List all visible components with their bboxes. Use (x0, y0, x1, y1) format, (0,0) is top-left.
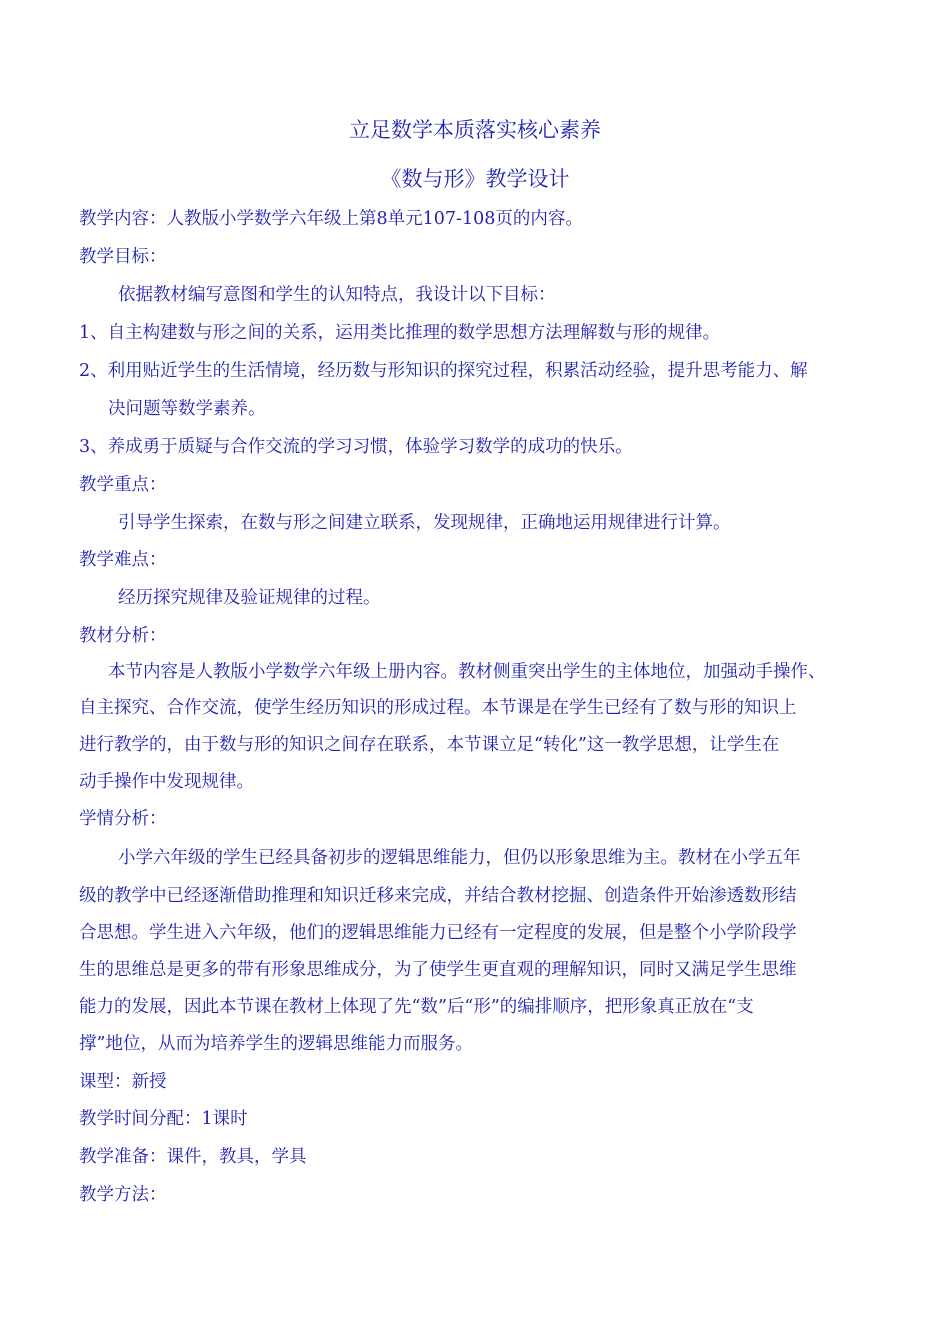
section-heading-teaching-methods: 教学方法： (79, 1185, 167, 1205)
objectives-intro: 依据教材编写意图和学生的认知特点，我设计以下目标： (118, 285, 556, 305)
section-heading-objectives: 教学目标： (79, 247, 167, 267)
section-heading-key-points: 教学重点： (79, 475, 167, 495)
student-analysis-line-2: 级的教学中已经逐渐借助推理和知识迁移来完成，并结合教材挖掘、创造条件开始渗透数形结 (79, 886, 797, 906)
lesson-type: 课型：新授 (79, 1072, 167, 1092)
material-analysis-line-3: 进行教学的，由于数与形的知识之间存在联系，本节课立足“转化”这一教学思想，让学生在 (79, 735, 780, 755)
key-points-text: 引导学生探索，在数与形之间建立联系，发现规律，正确地运用规律进行计算。 (118, 513, 731, 533)
teaching-content-line: 教学内容：人教版小学数学六年级上第8单元107-108页的内容。 (79, 209, 583, 229)
document-title: 立足数学本质落实核心素养 (349, 118, 601, 142)
teaching-preparation: 教学准备：课件，教具，学具 (79, 1147, 307, 1167)
material-analysis-line-4: 动手操作中发现规律。 (79, 772, 254, 792)
material-analysis-line-2: 自主探究、合作交流，使学生经历知识的形成过程。本节课是在学生已经有了数与形的知识上 (79, 698, 797, 718)
objective-3: 3、养成勇于质疑与合作交流的学习习惯，体验学习数学的成功的快乐。 (79, 437, 633, 457)
student-analysis-line-5: 能力的发展，因此本节课在教材上体现了先“数”后“形”的编排顺序，把形象真正放在“支 (79, 997, 754, 1017)
section-heading-material-analysis: 教材分析： (79, 626, 167, 646)
student-analysis-line-1: 小学六年级的学生已经具备初步的逻辑思维能力，但仍以形象思维为主。教材在小学五年 (118, 848, 801, 868)
objective-2: 2、利用贴近学生的生活情境，经历数与形知识的探究过程，积累活动经验，提升思考能力、解 (79, 361, 808, 381)
difficulties-text: 经历探究规律及验证规律的过程。 (118, 588, 381, 608)
student-analysis-line-6: 撑”地位，从而为培养学生的逻辑思维能力而服务。 (79, 1034, 473, 1054)
material-analysis-line-1: 本节内容是人教版小学数学六年级上册内容。教材侧重突出学生的主体地位，加强动手操作、 (108, 662, 826, 682)
student-analysis-line-4: 生的思维总是更多的带有形象思维成分，为了使学生更直观的理解知识，同时又满足学生思维 (79, 960, 797, 980)
student-analysis-line-3: 合思想。学生进入六年级，他们的逻辑思维能力已经有一定程度的发展，但是整个小学阶段学 (79, 923, 797, 943)
document-subtitle: 《数与形》教学设计 (380, 167, 570, 191)
time-allocation: 教学时间分配：1课时 (79, 1109, 248, 1129)
objective-1: 1、自主构建数与形之间的关系，运用类比推理的数学思想方法理解数与形的规律。 (79, 323, 721, 343)
section-heading-difficulties: 教学难点： (79, 550, 167, 570)
section-heading-student-analysis: 学情分析： (79, 809, 167, 829)
objective-2-cont: 决问题等数学素养。 (108, 399, 266, 419)
